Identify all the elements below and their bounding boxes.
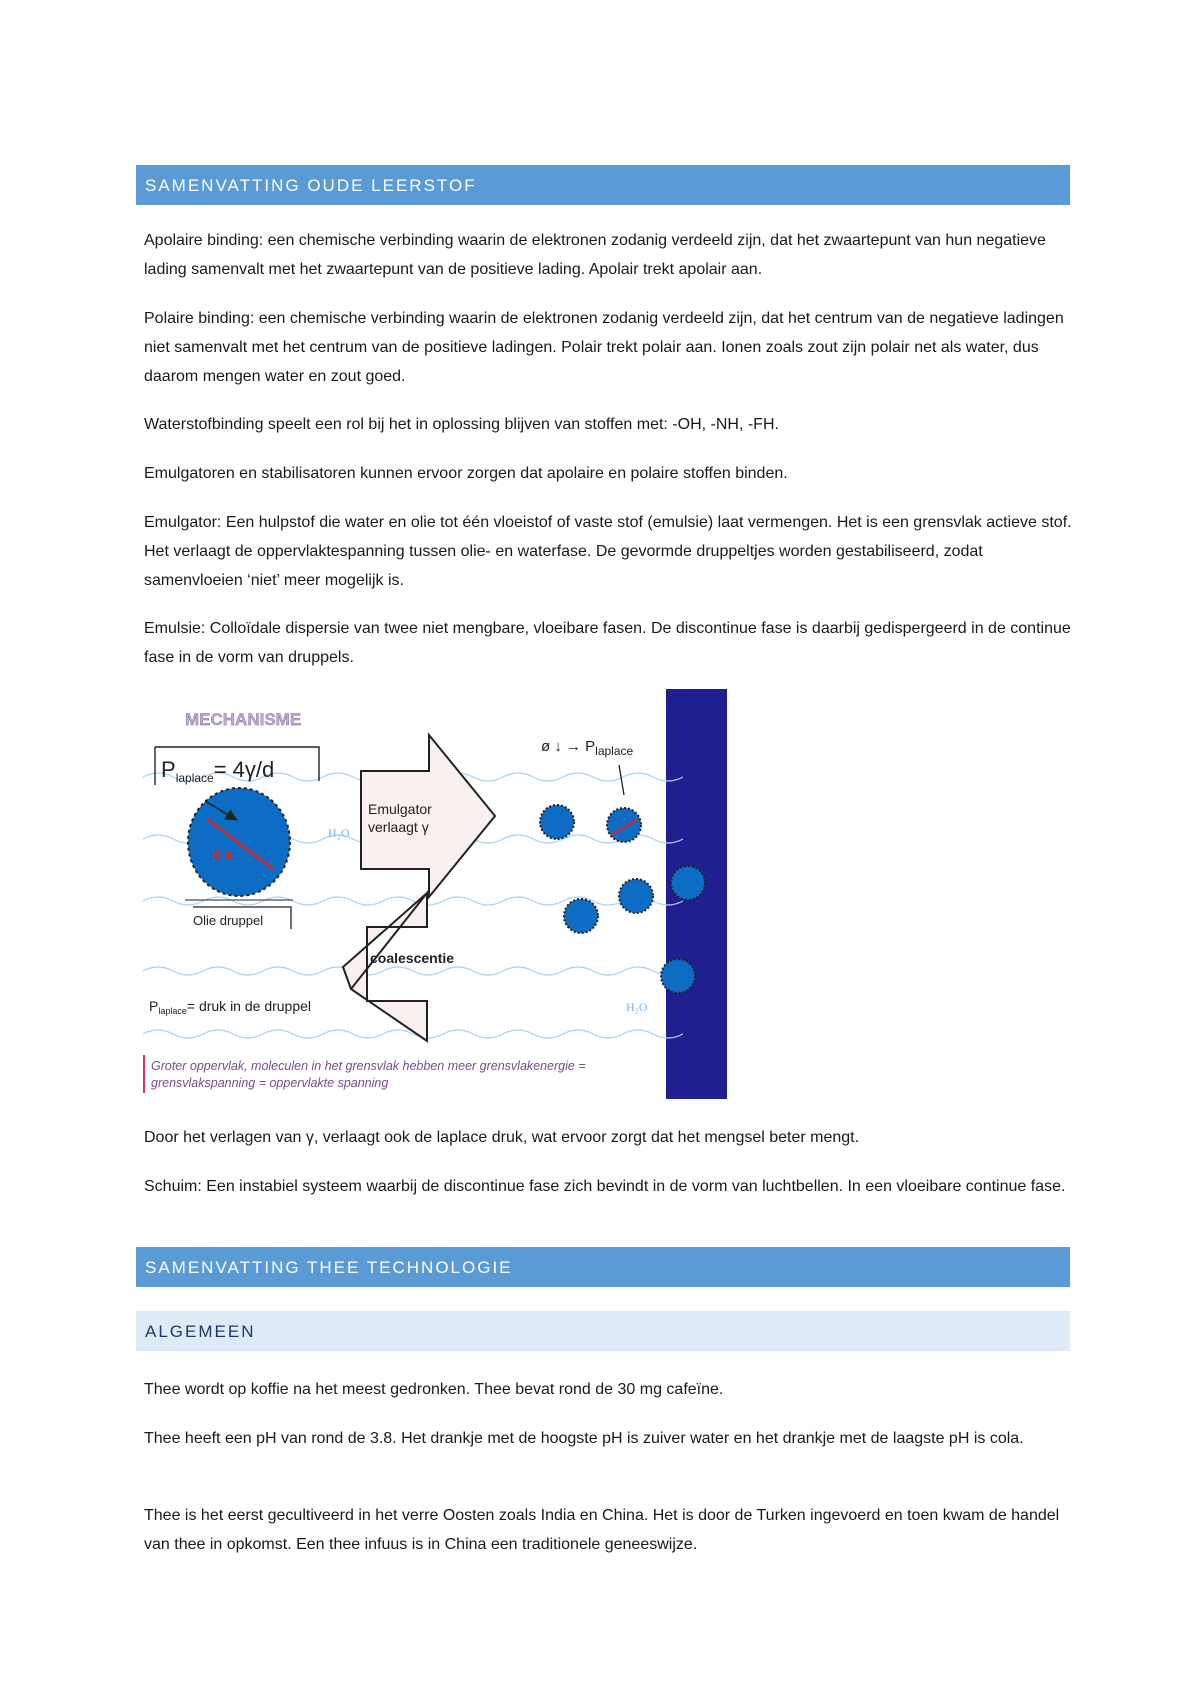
emulgator-label: Emulgator verlaagt γ [368, 801, 432, 835]
h2o-label-right: H₂O [626, 1000, 648, 1014]
diameter-label: d ø [213, 847, 233, 862]
note-line-1: Groter oppervlak, moleculen in het grensvlak hebben meer grensvlakenergie = [151, 1059, 586, 1073]
olie-druppel-label: Olie druppel [193, 913, 264, 928]
small-droplet [619, 879, 653, 913]
section-title: SAMENVATTING OUDE LEERSTOF [145, 176, 477, 195]
section-title: SAMENVATTING THEE TECHNOLOGIE [145, 1258, 513, 1277]
h2o-label-left: H₂O [328, 826, 350, 840]
wall-droplet [671, 866, 705, 900]
wall-droplet [661, 959, 695, 993]
figure-title: MECHANISME [185, 710, 302, 729]
subsection-title: ALGEMEEN [145, 1322, 256, 1341]
section-header-thee-technologie [136, 1247, 1070, 1287]
paragraph-laplace: Door het verlagen van γ, verlaagt ook de laplace druk, wat ervoor zorgt dat het mengsel beter mengt. [144, 1129, 860, 1146]
paragraph-thee-2: Thee heeft een pH van rond de 3.8. Het drankje met de hoogste pH is zuiver water en het drankje met de laagste pH is cola. [144, 1430, 1024, 1447]
coalescentie-arrow [343, 893, 427, 1041]
paragraph-polaire-binding: Polaire binding: een chemische verbinding waarin de elektronen zodanig verdeeld zijn, dat het centrum van de negatieve ladingen niet samenvalt met het centrum van de positieve ladingen. Polair trekt polair aan. Ionen zoals zout zijn polair net als water, dus daarom mengen water en zout goed. [144, 310, 1064, 385]
paragraph-thee-1: Thee wordt op koffie na het meest gedronken. Thee bevat rond de 30 mg cafeïne. [144, 1381, 724, 1398]
laplace-formula: $P_{laplace}= 4\gamma/d$ [161, 757, 275, 785]
small-droplet [607, 808, 641, 842]
paragraph-waterstofbinding: Waterstofbinding speelt een rol bij het in oplossing blijven van stoffen met: -OH, -NH, -FH. [144, 416, 779, 433]
mechanism-figure [143, 689, 727, 1099]
paragraph-apolaire-binding: Apolaire binding: een chemische verbinding waarin de elektronen zodanig verdeeld zijn, dat het zwaartepunt van hun negatieve lading samenvalt met het zwaartepunt van de positieve lading. Apolair trekt apolair aan. [144, 232, 1046, 278]
paragraph-thee-3: Thee is het eerst gecultiveerd in het verre Oosten zoals India en China. Het is door de Turken ingevoerd en toen kwam de handel van thee in opkomst. Een thee infuus is in China een traditionele geneeswijze. [144, 1507, 1060, 1553]
paragraph-schuim: Schuim: Een instabiel systeem waarbij de discontinue fase zich bevindt in de vorm van luchtbellen. In een vloeibare continue fase. [144, 1178, 1066, 1195]
paragraph-emulsie: Emulsie: Colloïdale dispersie van twee niet mengbare, vloeibare fasen. De discontinue fase is daarbij gedispergeerd in de continue fase in de vorm van druppels. [144, 620, 1071, 666]
section-header-oude-leerstof [136, 165, 1070, 205]
paragraph-emulgator: Emulgator: Een hulpstof die water en olie tot één vloeistof of vaste stof (emulsie) laat vermengen. Het is een grensvlak actieve stof. Het verlaagt de oppervlaktespanning tussen olie- en waterfase. De gevormde druppeltjes worden gestabiliseerd, zodat samenvloeien ‘niet’ meer mogelijk is. [144, 514, 1072, 589]
paragraph-emulgatoren: Emulgatoren en stabilisatoren kunnen ervoor zorgen dat apolaire en polaire stoffen binden. [144, 465, 788, 482]
arrow-label: ø ↓ → $P_{laplace}$ [541, 738, 634, 758]
small-droplet [540, 805, 574, 839]
small-drop-pointer [619, 765, 624, 795]
pressure-label: $P_{laplace}=$ druk in de druppel [149, 998, 312, 1016]
note-bar [143, 1055, 145, 1093]
subsection-header-algemeen [136, 1311, 1070, 1351]
note-line-2: grensvlakspanning = oppervlakte spanning [151, 1076, 389, 1090]
small-droplet [564, 899, 598, 933]
coalescentie-label: coalescentie [370, 950, 455, 966]
